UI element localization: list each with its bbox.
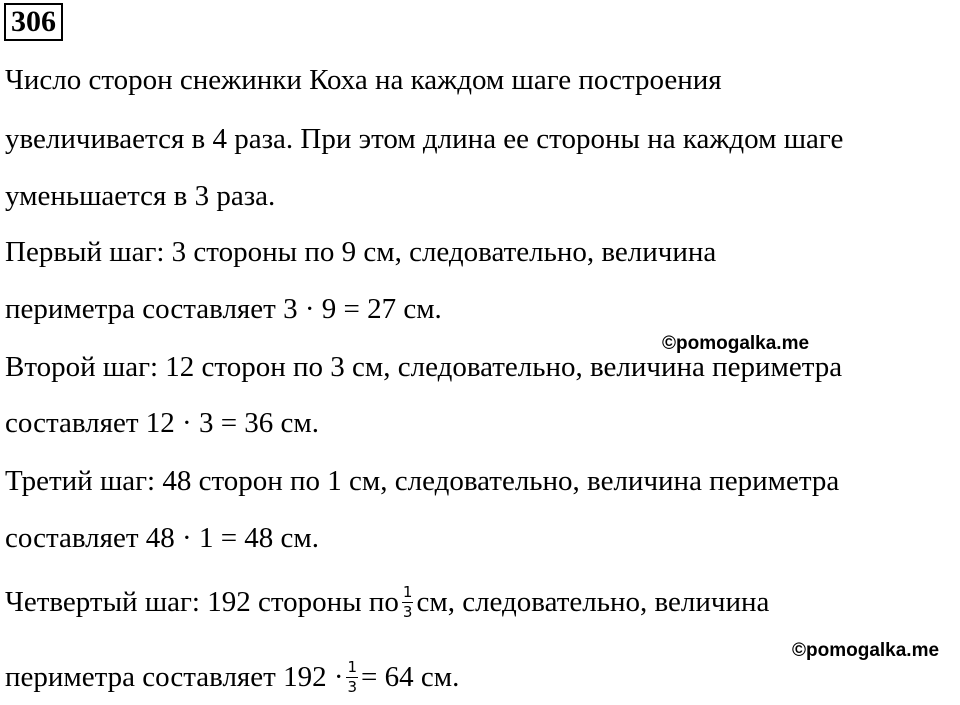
step2-line-2: составляет 12 · 3 = 36 см. bbox=[5, 407, 320, 439]
watermark-bottom: ©pomogalka.me bbox=[792, 640, 940, 661]
watermark-middle: ©pomogalka.me bbox=[662, 333, 810, 354]
problem-number: 306 bbox=[4, 3, 63, 41]
fraction-denominator: 3 bbox=[347, 677, 358, 696]
intro-line-1: Число сторон снежинки Коха на каждом шаге построения bbox=[5, 64, 722, 96]
step4-line-2-text-after: = 64 см. bbox=[361, 661, 460, 693]
step3-line-1: Третий шаг: 48 сторон по 1 см, следовательно, величина периметра bbox=[5, 465, 840, 497]
step4-line-1-text-after: см, следовательно, величина bbox=[416, 586, 770, 618]
step4-line-1-text-before: Четвертый шаг: 192 стороны по bbox=[5, 586, 399, 618]
step1-line-2: периметра составляет 3 · 9 = 27 см. bbox=[5, 293, 442, 325]
fraction-numerator: 1 bbox=[347, 657, 358, 676]
fraction-one-third bbox=[346, 657, 358, 696]
intro-line-2: увеличивается в 4 раза. При этом длина ее стороны на каждом шаге bbox=[5, 123, 844, 155]
intro-line-3: уменьшается в 3 раза. bbox=[5, 180, 276, 212]
step4-line-1 bbox=[5, 582, 770, 622]
step3-line-2: составляет 48 · 1 = 48 см. bbox=[5, 522, 320, 554]
fraction-denominator: 3 bbox=[402, 602, 413, 621]
step1-line-1: Первый шаг: 3 стороны по 9 см, следовательно, величина bbox=[5, 236, 717, 268]
step4-line-2-text-before: периметра составляет 192 · bbox=[5, 661, 344, 693]
step4-line-2 bbox=[5, 657, 460, 697]
fraction-one-third bbox=[402, 582, 414, 621]
fraction-numerator: 1 bbox=[402, 582, 413, 601]
step2-line-1: Второй шаг: 12 сторон по 3 см, следовательно, величина периметра bbox=[5, 351, 843, 383]
